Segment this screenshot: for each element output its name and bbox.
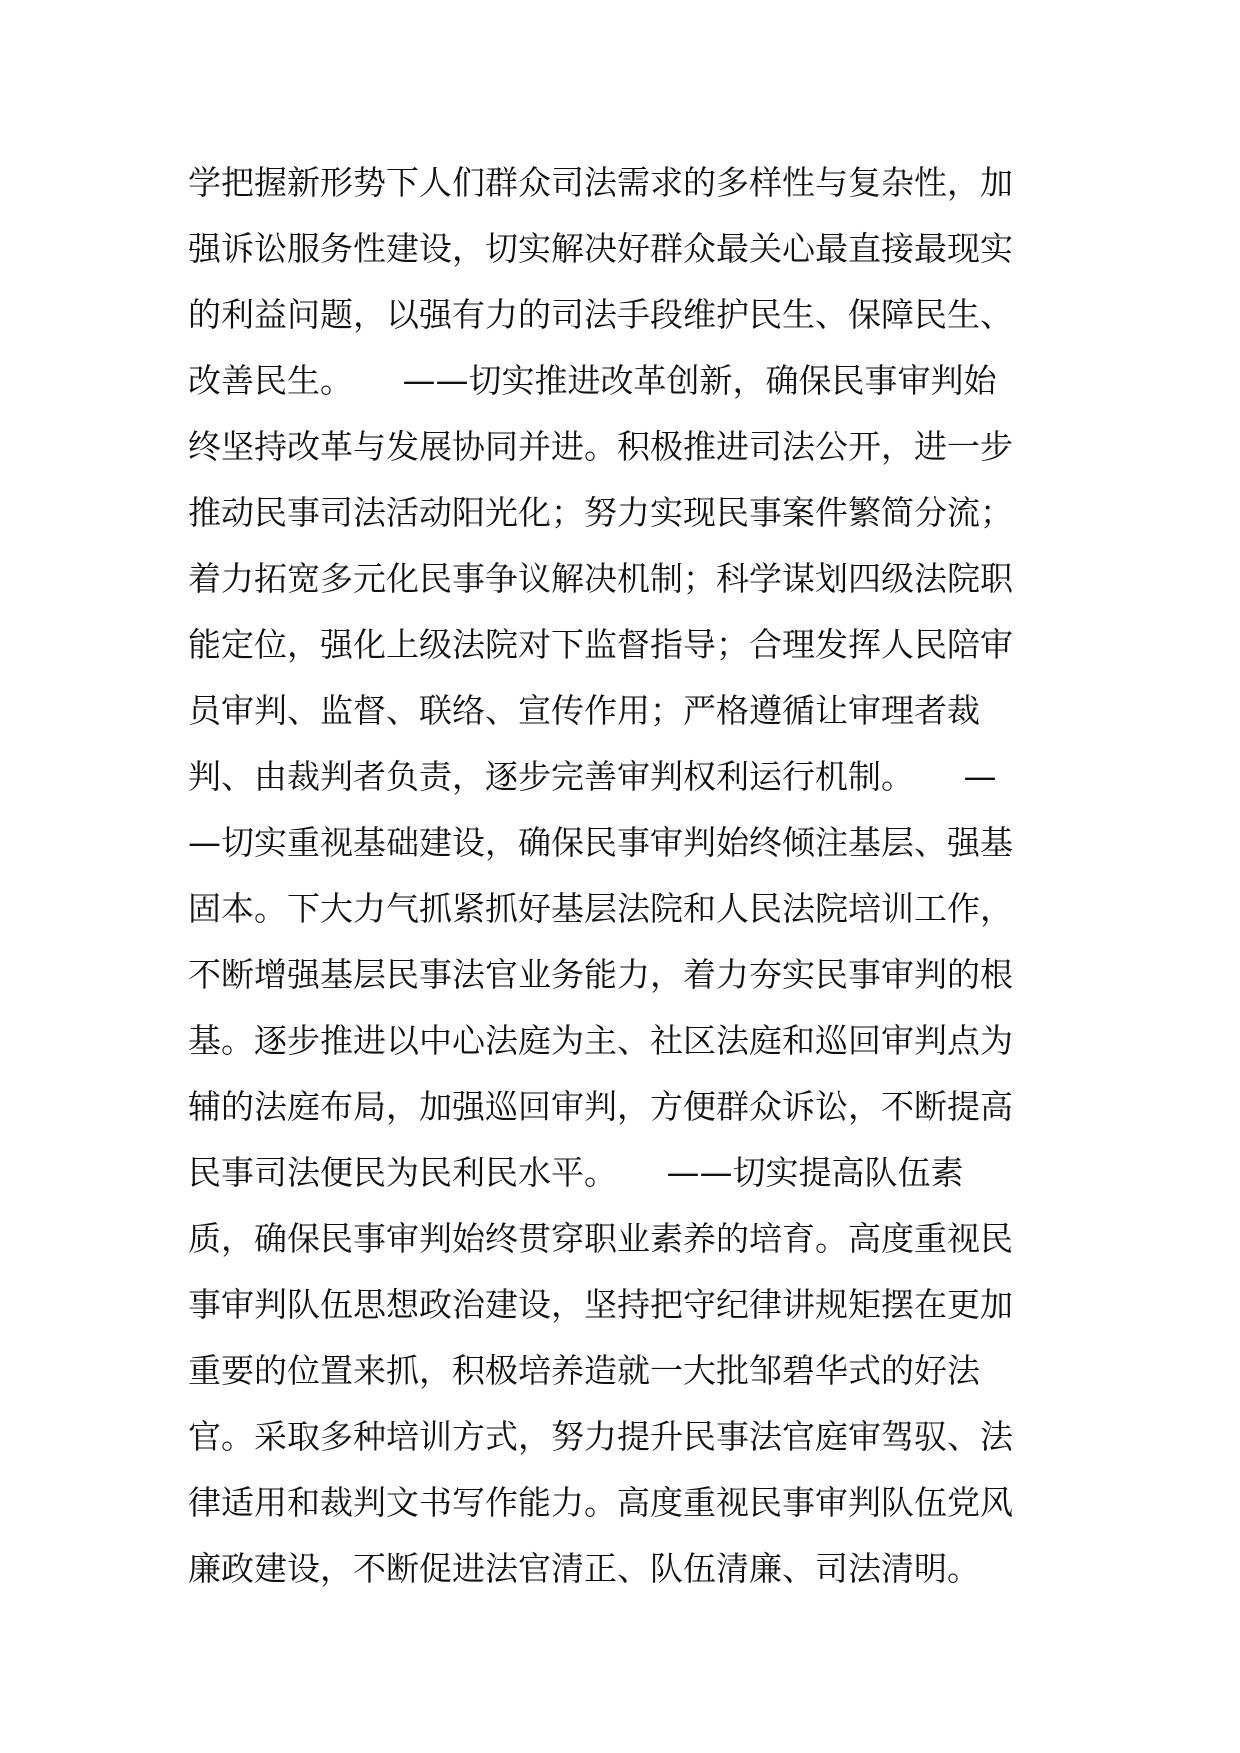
text-line: 辅的法庭布局，加强巡回审判，方便群众诉讼，不断提高 — [188, 1087, 1013, 1126]
text-line: 的利益问题，以强有力的司法手段维护民生、保障民生、 — [188, 295, 1013, 334]
text-line: 强诉讼服务性建设，切实解决好群众最关心最直接最现实 — [188, 229, 1013, 268]
text-line: 终坚持改革与发展协同并进。积极推进司法公开，进一步 — [188, 427, 1013, 466]
text-line: 着力拓宽多元化民事争议解决机制；科学谋划四级法院职 — [188, 559, 1013, 598]
text-line: 判、由裁判者负责，逐步完善审判权利运行机制。 — — [188, 757, 997, 796]
text-line: 官。采取多种培训方式，努力提升民事法官庭审驾驭、法 — [188, 1417, 1013, 1456]
text-line: 民事司法便民为民利民水平。 ——切实提高队伍素 — [188, 1153, 964, 1192]
text-line: —切实重视基础建设，确保民事审判始终倾注基层、强基 — [188, 823, 1013, 862]
text-line: 改善民生。 ——切实推进改革创新，确保民事审判始 — [188, 361, 997, 400]
text-line: 能定位，强化上级法院对下监督指导；合理发挥人民陪审 — [188, 625, 1013, 664]
text-line: 基。逐步推进以中心法庭为主、社区法庭和巡回审判点为 — [188, 1021, 1013, 1060]
text-line: 员审判、监督、联络、宣传作用；严格遵循让审理者裁 — [188, 691, 980, 730]
text-line: 质，确保民事审判始终贯穿职业素养的培育。高度重视民 — [188, 1219, 1013, 1258]
text-line: 事审判队伍思想政治建设，坚持把守纪律讲规矩摆在更加 — [188, 1285, 1013, 1324]
text-line: 不断增强基层民事法官业务能力，着力夯实民事审判的根 — [188, 955, 1013, 994]
text-line: 固本。下大力气抓紧抓好基层法院和人民法院培训工作， — [188, 889, 1013, 928]
text-line: 律适用和裁判文书写作能力。高度重视民事审判队伍党风 — [188, 1483, 1013, 1522]
text-line: 重要的位置来抓，积极培养造就一大批邹碧华式的好法 — [188, 1351, 980, 1390]
body-text — [188, 150, 1068, 1602]
text-line: 廉政建设，不断促进法官清正、队伍清廉、司法清明。 — [188, 1549, 980, 1588]
text-line: 学把握新形势下人们群众司法需求的多样性与复杂性，加 — [188, 163, 1013, 202]
text-line: 推动民事司法活动阳光化；努力实现民事案件繁简分流； — [188, 493, 1013, 532]
